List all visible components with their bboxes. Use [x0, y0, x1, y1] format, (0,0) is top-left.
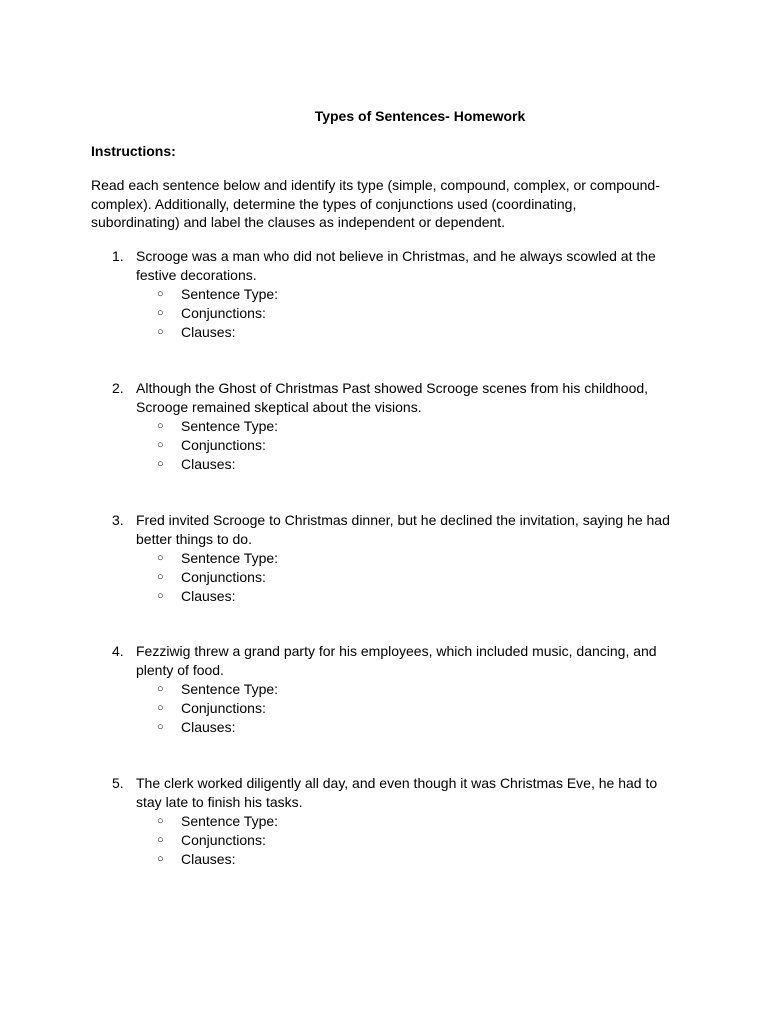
prompt-label: Clauses: [181, 323, 236, 340]
hollow-circle-bullet-icon: ○ [157, 852, 164, 865]
page-title: Types of Sentences- Homework [314, 108, 526, 124]
question-item [91, 379, 681, 474]
instructions-text: Read each sentence below and identify its type (simple, compound, complex, or compound-complex). Additionally, determine the types of conjunctions used (coordinating, subordinating) and label the clauses as independent or dependent. [91, 177, 660, 231]
prompt-label: Clauses: [181, 850, 236, 867]
prompt-label: Sentence Type: [181, 549, 279, 566]
prompt-label: Clauses: [181, 718, 236, 735]
question-sentence: Although the Ghost of Christmas Past showed Scrooge scenes from his childhood, Scrooge remained skeptical about the visions. [136, 380, 649, 415]
prompt-label: Conjunctions: [181, 699, 266, 716]
prompt-conjunctions [91, 304, 681, 323]
hollow-circle-bullet-icon: ○ [157, 551, 164, 564]
prompt-conjunctions [91, 831, 681, 850]
prompt-label: Sentence Type: [181, 285, 279, 302]
hollow-circle-bullet-icon: ○ [157, 701, 164, 714]
answer-prompt-list [91, 549, 681, 606]
prompt-label: Conjunctions: [181, 436, 266, 453]
prompt-conjunctions [91, 568, 681, 587]
question-text-row [91, 642, 676, 680]
prompt-label: Conjunctions: [181, 568, 266, 585]
prompt-label: Sentence Type: [181, 680, 279, 697]
prompt-label: Conjunctions: [181, 304, 266, 321]
prompt-conjunctions [91, 699, 681, 718]
question-item [91, 247, 681, 342]
question-sentence: The clerk worked diligently all day, and even though it was Christmas Eve, he had to stay late to finish his tasks. [136, 775, 658, 810]
instructions-heading: Instructions: [91, 143, 176, 159]
question-number: 2. [112, 380, 124, 396]
question-text-row [91, 247, 676, 285]
hollow-circle-bullet-icon: ○ [157, 720, 164, 733]
prompt-sentence-type [91, 812, 681, 831]
answer-prompt-list [91, 285, 681, 342]
prompt-label: Clauses: [181, 455, 236, 472]
hollow-circle-bullet-icon: ○ [157, 287, 164, 300]
question-text-row [91, 511, 676, 549]
prompt-label: Sentence Type: [181, 417, 279, 434]
prompt-sentence-type [91, 285, 681, 304]
prompt-sentence-type [91, 417, 681, 436]
answer-prompt-list [91, 680, 681, 737]
question-text-row [91, 774, 676, 812]
hollow-circle-bullet-icon: ○ [157, 325, 164, 338]
hollow-circle-bullet-icon: ○ [157, 833, 164, 846]
prompt-clauses [91, 850, 681, 869]
hollow-circle-bullet-icon: ○ [157, 457, 164, 470]
hollow-circle-bullet-icon: ○ [157, 682, 164, 695]
question-item [91, 511, 681, 606]
hollow-circle-bullet-icon: ○ [157, 589, 164, 602]
question-sentence: Fred invited Scrooge to Christmas dinner, but he declined the invitation, saying he had better things to do. [136, 512, 670, 547]
hollow-circle-bullet-icon: ○ [157, 419, 164, 432]
question-number: 1. [112, 248, 124, 264]
answer-prompt-list [91, 812, 681, 869]
question-number: 3. [112, 512, 124, 528]
question-number: 5. [112, 775, 124, 791]
question-text-row [91, 379, 676, 417]
prompt-clauses [91, 718, 681, 737]
question-sentence: Fezziwig threw a grand party for his employees, which included music, dancing, and plenty of food. [136, 643, 657, 678]
prompt-sentence-type [91, 680, 681, 699]
prompt-label: Clauses: [181, 587, 236, 604]
prompt-clauses [91, 455, 681, 474]
hollow-circle-bullet-icon: ○ [157, 438, 164, 451]
answer-prompt-list [91, 417, 681, 474]
question-number: 4. [112, 643, 124, 659]
prompt-label: Sentence Type: [181, 812, 279, 829]
prompt-conjunctions [91, 436, 681, 455]
hollow-circle-bullet-icon: ○ [157, 570, 164, 583]
question-sentence: Scrooge was a man who did not believe in Christmas, and he always scowled at the festive decorations. [136, 248, 656, 283]
prompt-sentence-type [91, 549, 681, 568]
prompt-label: Conjunctions: [181, 831, 266, 848]
prompt-clauses [91, 587, 681, 606]
prompt-clauses [91, 323, 681, 342]
question-item [91, 774, 681, 869]
question-item [91, 642, 681, 737]
hollow-circle-bullet-icon: ○ [157, 306, 164, 319]
hollow-circle-bullet-icon: ○ [157, 814, 164, 827]
